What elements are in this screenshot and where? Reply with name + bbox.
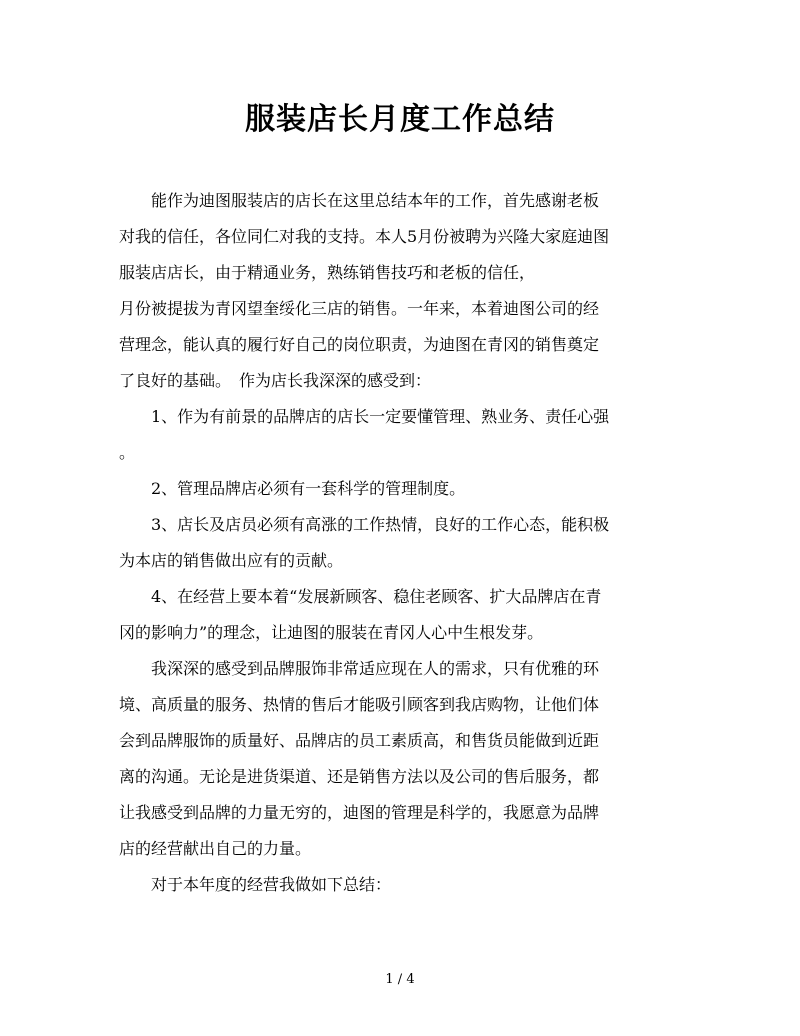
body-line: 会到品牌服饰的质量好、品牌店的员工素质高，和售货员能做到近距 <box>119 731 600 750</box>
body-line: 4、在经营上要本着“发展新顾客、稳住老顾客、扩大品牌店在青 <box>119 587 602 606</box>
body-line: 1、作为有前景的品牌店的店长一定要懂管理、熟业务、责任心强 <box>119 407 610 426</box>
body-line: 境、高质量的服务、热情的售后才能吸引顾客到我店购物，让他们体 <box>119 695 600 714</box>
document-body <box>119 183 683 903</box>
body-line: 对于本年度的经营我做如下总结： <box>119 875 392 894</box>
body-line: 了良好的基础。 作为店长我深深的感受到： <box>119 371 432 390</box>
body-line: 3、店长及店员必须有高涨的工作热情，良好的工作心态，能积极 <box>119 515 610 534</box>
body-line: 让我感受到品牌的力量无穷的，迪图的管理是科学的，我愿意为品牌 <box>119 803 600 822</box>
body-line: 。 <box>119 443 136 462</box>
body-line: 对我的信任，各位同仁对我的支持。本人5月份被聘为兴隆大家庭迪图 <box>119 227 610 246</box>
body-line: 我深深的感受到品牌服饰非常适应现在人的需求，只有优雅的环 <box>119 659 600 678</box>
page-number: 1 / 4 <box>385 972 415 987</box>
body-line: 能作为迪图服装店的店长在这里总结本年的工作，首先感谢老板 <box>119 191 600 210</box>
body-line: 离的沟通。无论是进货渠道、还是销售方法以及公司的售后服务，都 <box>119 767 600 786</box>
body-line: 为本店的销售做出应有的贡献。 <box>119 551 344 570</box>
body-line: 店的经营献出自己的力量。 <box>119 839 312 858</box>
body-line: 营理念，能认真的履行好自己的岗位职责，为迪图在青冈的销售奠定 <box>119 335 600 354</box>
body-line: 月份被提拔为青冈望奎绥化三店的销售。一年来，本着迪图公司的经 <box>119 299 600 318</box>
body-line: 服装店店长，由于精通业务，熟练销售技巧和老板的信任， <box>119 263 536 282</box>
document-title: 服装店长月度工作总结 <box>245 102 555 137</box>
body-line: 冈的影响力”的理念，让迪图的服装在青冈人心中生根发芽。 <box>119 623 544 642</box>
body-line: 2、管理品牌店必须有一套科学的管理制度。 <box>119 479 466 498</box>
